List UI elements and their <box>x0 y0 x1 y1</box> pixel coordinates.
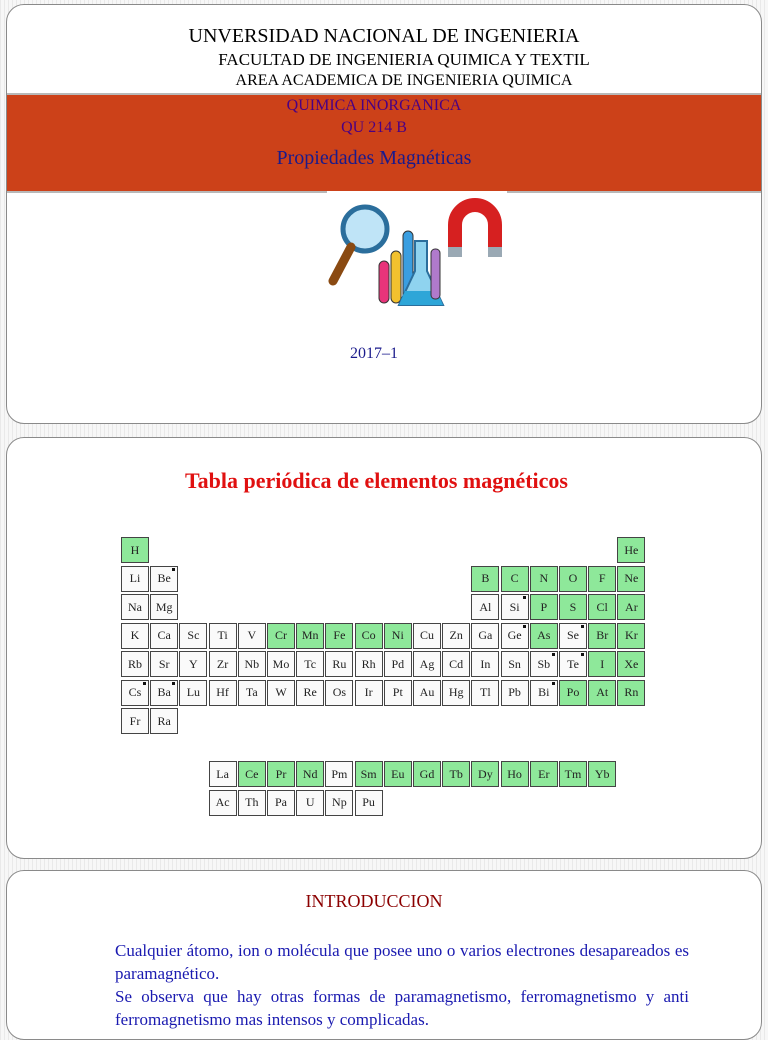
element-symbol: I <box>600 656 605 671</box>
element-symbol: Ce <box>245 766 259 781</box>
element-cell-os <box>325 680 353 706</box>
element-cell-ge <box>501 623 529 649</box>
element-symbol: P <box>540 599 548 614</box>
element-cell-i <box>588 651 616 677</box>
element-symbol: V <box>247 628 257 642</box>
element-symbol: Th <box>245 795 259 809</box>
element-symbol: Cu <box>419 628 434 642</box>
element-cell-be <box>150 566 178 592</box>
element-symbol: Pu <box>362 795 375 809</box>
course-name: QUIMICA INORGANICA <box>286 97 462 114</box>
element-cell-f <box>588 566 616 592</box>
element-cell-pb <box>501 680 529 706</box>
element-symbol: Pm <box>331 766 348 781</box>
element-symbol: Be <box>157 571 171 585</box>
subject-title: Propiedades Magnéticas <box>276 147 472 169</box>
element-cell-ne <box>617 566 645 592</box>
element-symbol: Ra <box>157 713 171 728</box>
element-symbol: Nb <box>244 656 260 671</box>
element-symbol: Zr <box>216 656 229 671</box>
element-cell-mn <box>296 623 324 649</box>
element-symbol: Np <box>332 795 347 809</box>
intro-paragraph: Se observa que hay otras formas de paramagnetismo, ferromagnetismo y anti ferromagnetismo mas intensos y complicadas. <box>115 987 689 1029</box>
element-symbol: Rh <box>361 656 376 671</box>
element-symbol: Pb <box>508 685 521 699</box>
element-cell-lu <box>179 680 207 706</box>
element-symbol: Hg <box>448 685 464 699</box>
periodic-table <box>7 438 762 859</box>
element-cell-sr <box>150 651 178 677</box>
university-name: UNVERSIDAD NACIONAL DE INGENIERIA <box>188 25 580 47</box>
element-symbol: Pt <box>392 685 403 699</box>
element-cell-dy <box>471 761 499 787</box>
element-symbol: Ca <box>157 628 171 642</box>
element-symbol: Ag <box>419 656 435 671</box>
element-cell-ru <box>325 651 353 677</box>
element-cell-ir <box>355 680 383 706</box>
periodic-table-slide <box>6 437 762 859</box>
element-symbol: Tm <box>564 766 582 781</box>
element-cell-pa <box>267 790 295 816</box>
element-cell-la <box>209 761 237 787</box>
element-cell-sb <box>530 651 558 677</box>
element-symbol: Ar <box>625 599 638 614</box>
element-symbol: Ge <box>507 628 522 642</box>
element-symbol: Hf <box>216 685 229 699</box>
element-cell-y <box>179 651 207 677</box>
element-symbol: W <box>275 685 287 699</box>
element-cell-in <box>471 651 499 677</box>
element-cell-sm <box>355 761 383 787</box>
element-symbol: Lu <box>186 685 201 699</box>
element-cell-mo <box>267 651 295 677</box>
marker-dot <box>581 625 584 628</box>
element-cell-pr <box>267 761 295 787</box>
element-cell-gd <box>413 761 441 787</box>
element-cell-cr <box>267 623 295 649</box>
element-symbol: Ho <box>507 766 522 781</box>
course-code: QU 214 B <box>341 119 407 136</box>
marker-dot <box>552 653 555 656</box>
element-cell-c <box>501 566 529 592</box>
element-cell-te <box>559 651 587 677</box>
element-symbol: Yb <box>594 766 610 781</box>
element-cell-kr <box>617 623 645 649</box>
element-cell-pt <box>384 680 412 706</box>
element-symbol: K <box>130 628 140 642</box>
element-symbol: In <box>480 656 491 671</box>
element-cell-w <box>267 680 295 706</box>
element-cell-v <box>238 623 266 649</box>
element-cell-ar <box>617 594 645 620</box>
element-cell-er <box>530 761 558 787</box>
element-cell-sn <box>501 651 529 677</box>
lab-icon <box>327 191 507 321</box>
element-symbol: Mg <box>155 599 173 614</box>
element-symbol: Au <box>419 685 435 699</box>
element-cell-b <box>471 566 499 592</box>
element-symbol: N <box>539 571 549 585</box>
element-symbol: Co <box>361 628 376 642</box>
element-symbol: F <box>598 571 606 585</box>
element-cell-na <box>121 594 149 620</box>
element-symbol: Mn <box>301 628 319 642</box>
element-symbol: Y <box>189 656 198 671</box>
marker-dot <box>523 596 526 599</box>
marker-dot <box>552 682 555 685</box>
element-symbol: O <box>568 571 578 585</box>
element-cell-ga <box>471 623 499 649</box>
element-symbol: Cl <box>596 599 608 614</box>
element-symbol: Re <box>303 685 317 699</box>
element-symbol: Se <box>567 628 579 642</box>
element-symbol: Kr <box>625 628 638 642</box>
element-symbol: Rb <box>127 656 142 671</box>
element-cell-tc <box>296 651 324 677</box>
element-symbol: Sr <box>158 656 170 671</box>
element-symbol: Mo <box>272 656 290 671</box>
marker-dot <box>581 653 584 656</box>
element-cell-fr <box>121 708 149 734</box>
element-symbol: Cr <box>275 628 287 642</box>
element-symbol: Sc <box>187 628 200 642</box>
element-symbol: Fe <box>333 628 346 642</box>
element-cell-rh <box>355 651 383 677</box>
area-name: AREA ACADEMICA DE INGENIERIA QUIMICA <box>235 72 573 89</box>
element-cell-rb <box>121 651 149 677</box>
element-cell-ni <box>384 623 412 649</box>
element-symbol: Li <box>129 571 141 585</box>
element-symbol: Ir <box>364 685 373 699</box>
element-cell-yb <box>588 761 616 787</box>
element-cell-mg <box>150 594 178 620</box>
element-cell-li <box>121 566 149 592</box>
introduction-body <box>115 939 689 1031</box>
element-symbol: B <box>481 571 490 585</box>
element-symbol: Pr <box>275 766 287 781</box>
element-symbol: Sm <box>360 766 377 781</box>
element-cell-pm <box>325 761 353 787</box>
element-cell-nd <box>296 761 324 787</box>
element-symbol: Br <box>596 628 609 642</box>
element-symbol: Po <box>566 685 580 699</box>
element-symbol: Sb <box>537 656 551 671</box>
element-symbol: Gd <box>419 766 435 781</box>
element-cell-ta <box>238 680 266 706</box>
element-symbol: La <box>216 766 229 781</box>
element-cell-u <box>296 790 324 816</box>
element-cell-cd <box>442 651 470 677</box>
element-cell-fe <box>325 623 353 649</box>
element-cell-n <box>530 566 558 592</box>
element-cell-br <box>588 623 616 649</box>
element-symbol: Sn <box>508 656 521 671</box>
element-symbol: Ni <box>391 628 404 642</box>
element-symbol: Bi <box>538 685 550 699</box>
element-cell-o <box>559 566 587 592</box>
element-symbol: H <box>130 542 140 557</box>
element-cell-zr <box>209 651 237 677</box>
element-cell-np <box>325 790 353 816</box>
element-symbol: Cs <box>128 685 142 699</box>
element-symbol: Tc <box>304 656 317 671</box>
element-cell-eu <box>384 761 412 787</box>
element-symbol: Nd <box>302 766 318 781</box>
element-cell-nb <box>238 651 266 677</box>
element-cell-pd <box>384 651 412 677</box>
element-symbol: As <box>537 628 551 642</box>
element-symbol: Na <box>128 599 142 614</box>
element-cell-ag <box>413 651 441 677</box>
element-cell-tb <box>442 761 470 787</box>
element-symbol: Zn <box>449 628 463 642</box>
lab-illustration <box>327 191 507 321</box>
introduction-title: INTRODUCCION <box>305 891 443 911</box>
element-symbol: He <box>624 542 639 557</box>
element-symbol: Tl <box>480 685 491 699</box>
element-cell-rn <box>617 680 645 706</box>
element-cell-tl <box>471 680 499 706</box>
introduction-slide <box>6 870 762 1040</box>
element-cell-h <box>121 537 149 563</box>
element-cell-s <box>559 594 587 620</box>
element-symbol: Te <box>567 656 579 671</box>
element-symbol: Dy <box>478 766 493 781</box>
element-cell-k <box>121 623 149 649</box>
element-cell-al <box>471 594 499 620</box>
element-symbol: Ti <box>217 628 228 642</box>
element-cell-po <box>559 680 587 706</box>
element-symbol: C <box>510 571 519 585</box>
element-symbol: Xe <box>624 656 639 671</box>
element-cell-hf <box>209 680 237 706</box>
element-symbol: Ga <box>478 628 493 642</box>
element-symbol: Ac <box>215 795 230 809</box>
element-cell-ba <box>150 680 178 706</box>
element-symbol: Os <box>332 685 347 699</box>
faculty-name: FACULTAD DE INGENIERIA QUIMICA Y TEXTIL <box>218 50 590 69</box>
intro-paragraph: Cualquier átomo, ion o molécula que posee uno o varios electrones desapareados es paramagnético. <box>115 941 689 983</box>
element-symbol: Fr <box>129 713 141 728</box>
element-cell-au <box>413 680 441 706</box>
element-symbol: Eu <box>391 766 405 781</box>
element-symbol: At <box>596 685 609 699</box>
element-cell-as <box>530 623 558 649</box>
element-cell-he <box>617 537 645 563</box>
element-symbol: Ne <box>624 571 639 585</box>
element-cell-co <box>355 623 383 649</box>
element-cell-cl <box>588 594 616 620</box>
element-cell-cs <box>121 680 149 706</box>
element-cell-cu <box>413 623 441 649</box>
element-symbol: Pa <box>275 795 287 809</box>
element-cell-hg <box>442 680 470 706</box>
element-symbol: Si <box>509 599 520 614</box>
element-symbol: U <box>305 795 315 809</box>
element-cell-ho <box>501 761 529 787</box>
marker-dot <box>143 682 146 685</box>
element-symbol: Cd <box>449 656 464 671</box>
element-symbol: Ru <box>332 656 347 671</box>
year-label: 2017–1 <box>350 345 398 362</box>
element-cell-zn <box>442 623 470 649</box>
periodic-table-title: Tabla periódica de elementos magnéticos <box>185 468 568 493</box>
title-slide <box>6 4 762 424</box>
element-symbol: S <box>569 599 577 614</box>
element-cell-ti <box>209 623 237 649</box>
marker-dot <box>172 682 175 685</box>
element-cell-bi <box>530 680 558 706</box>
element-cell-tm <box>559 761 587 787</box>
element-cell-re <box>296 680 324 706</box>
element-cell-th <box>238 790 266 816</box>
element-cell-si <box>501 594 529 620</box>
element-cell-sc <box>179 623 207 649</box>
element-symbol: Ta <box>245 685 258 699</box>
element-cell-ac <box>209 790 237 816</box>
element-cell-at <box>588 680 616 706</box>
element-symbol: Rn <box>624 685 639 699</box>
element-cell-pu <box>355 790 383 816</box>
element-symbol: Pd <box>391 656 405 671</box>
marker-dot <box>172 568 175 571</box>
element-cell-ca <box>150 623 178 649</box>
element-cell-ra <box>150 708 178 734</box>
element-cell-p <box>530 594 558 620</box>
element-cell-se <box>559 623 587 649</box>
element-symbol: Al <box>479 599 492 614</box>
marker-dot <box>523 625 526 628</box>
element-cell-xe <box>617 651 645 677</box>
element-symbol: Ba <box>157 685 171 699</box>
element-cell-ce <box>238 761 266 787</box>
element-symbol: Er <box>538 766 550 781</box>
element-symbol: Tb <box>449 766 463 781</box>
